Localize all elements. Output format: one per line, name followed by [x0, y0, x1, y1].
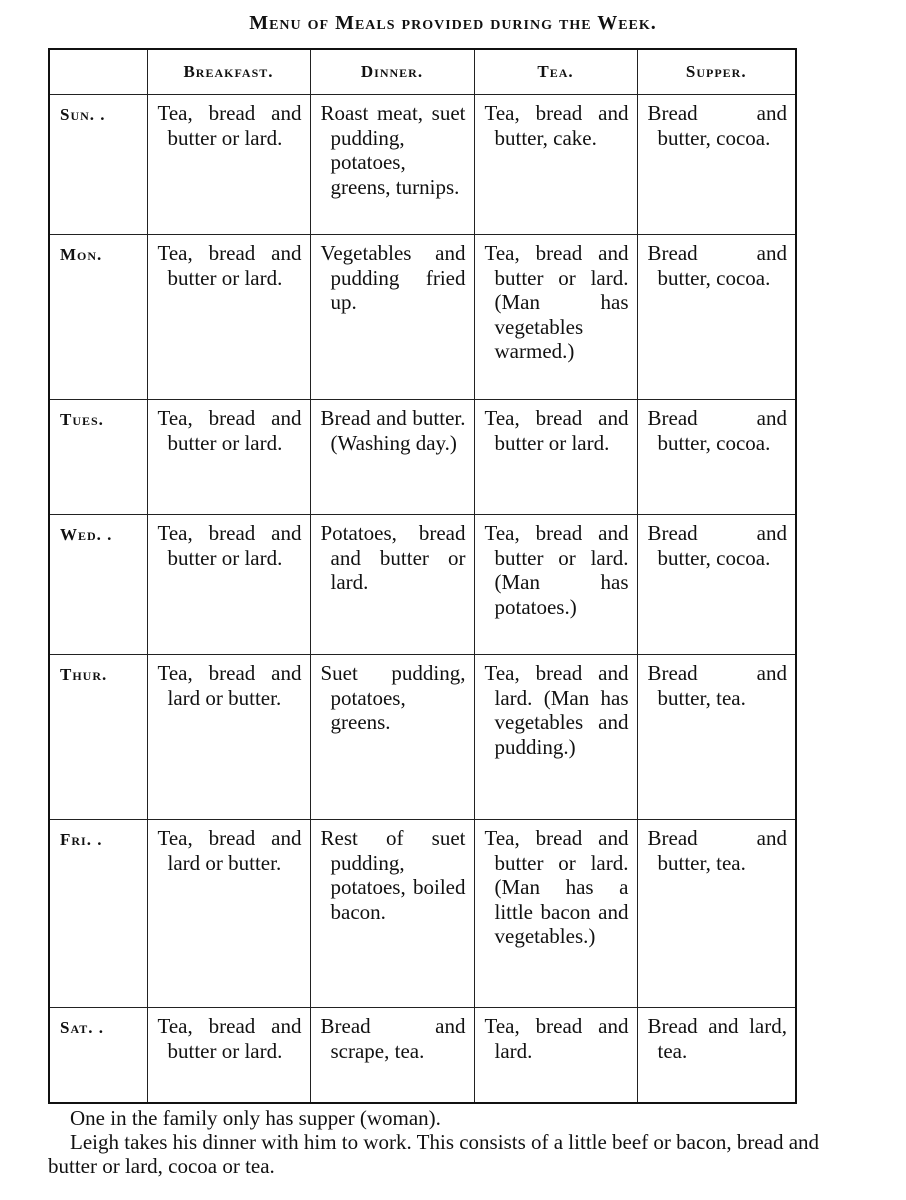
supper-cell: Bread and butter, tea.	[637, 820, 796, 1008]
day-label: Tues.	[49, 400, 147, 515]
day-label: Wed. .	[49, 515, 147, 655]
breakfast-cell: Tea, bread and butter or lard.	[147, 400, 310, 515]
column-header-dinner: Dinner.	[310, 49, 474, 95]
day-label: Sat. .	[49, 1008, 147, 1103]
table-row	[49, 400, 796, 515]
table-header-row	[49, 49, 796, 95]
corner-cell	[49, 49, 147, 95]
tea-cell: Tea, bread and butter or lard.	[474, 400, 637, 515]
table-row	[49, 655, 796, 820]
breakfast-cell: Tea, bread and butter or lard.	[147, 1008, 310, 1103]
supper-cell: Bread and lard, tea.	[637, 1008, 796, 1103]
dinner-cell: Bread and butter. (Washing day.)	[310, 400, 474, 515]
dinner-cell: Vegetables and pudding fried up.	[310, 235, 474, 400]
breakfast-cell: Tea, bread and butter or lard.	[147, 515, 310, 655]
supper-cell: Bread and butter, cocoa.	[637, 95, 796, 235]
dinner-cell: Roast meat, suet pudding, potatoes, greens, turnips.	[310, 95, 474, 235]
day-label: Mon.	[49, 235, 147, 400]
supper-cell: Bread and butter, tea.	[637, 655, 796, 820]
table-row	[49, 95, 796, 235]
dinner-cell: Rest of suet pudding, potatoes, boiled bacon.	[310, 820, 474, 1008]
tea-cell: Tea, bread and lard. (Man has vegetables and pudding.)	[474, 655, 637, 820]
column-header-breakfast: Breakfast.	[147, 49, 310, 95]
breakfast-cell: Tea, bread and lard or butter.	[147, 820, 310, 1008]
tea-cell: Tea, bread and butter or lard. (Man has potatoes.)	[474, 515, 637, 655]
dinner-cell: Potatoes, bread and butter or lard.	[310, 515, 474, 655]
day-label: Sun. .	[49, 95, 147, 235]
meal-menu-table	[48, 48, 797, 1104]
footnote-dinner: Leigh takes his dinner with him to work. This consists of a little beef or bacon, bread and butter or lard, cocoa or tea.	[48, 1130, 820, 1178]
day-label: Thur.	[49, 655, 147, 820]
supper-cell: Bread and butter, cocoa.	[637, 515, 796, 655]
table-row	[49, 1008, 796, 1103]
dinner-cell: Suet pudding, potatoes, greens.	[310, 655, 474, 820]
breakfast-cell: Tea, bread and lard or butter.	[147, 655, 310, 820]
table-row	[49, 820, 796, 1008]
dinner-cell: Bread and scrape, tea.	[310, 1008, 474, 1103]
day-label: Fri. .	[49, 820, 147, 1008]
tea-cell: Tea, bread and butter or lard. (Man has a little bacon and vegetables.)	[474, 820, 637, 1008]
tea-cell: Tea, bread and butter or lard. (Man has vegetables warmed.)	[474, 235, 637, 400]
table-row	[49, 235, 796, 400]
column-header-supper: Supper.	[637, 49, 796, 95]
breakfast-cell: Tea, bread and butter or lard.	[147, 235, 310, 400]
breakfast-cell: Tea, bread and butter or lard.	[147, 95, 310, 235]
column-header-tea: Tea.	[474, 49, 637, 95]
tea-cell: Tea, bread and butter, cake.	[474, 95, 637, 235]
footnote-supper: One in the family only has supper (woman).	[70, 1106, 441, 1130]
supper-cell: Bread and butter, cocoa.	[637, 235, 796, 400]
page-title: Menu of Meals provided during the Week.	[249, 12, 657, 34]
table-row	[49, 515, 796, 655]
tea-cell: Tea, bread and lard.	[474, 1008, 637, 1103]
supper-cell: Bread and butter, cocoa.	[637, 400, 796, 515]
footnotes	[48, 1106, 848, 1178]
